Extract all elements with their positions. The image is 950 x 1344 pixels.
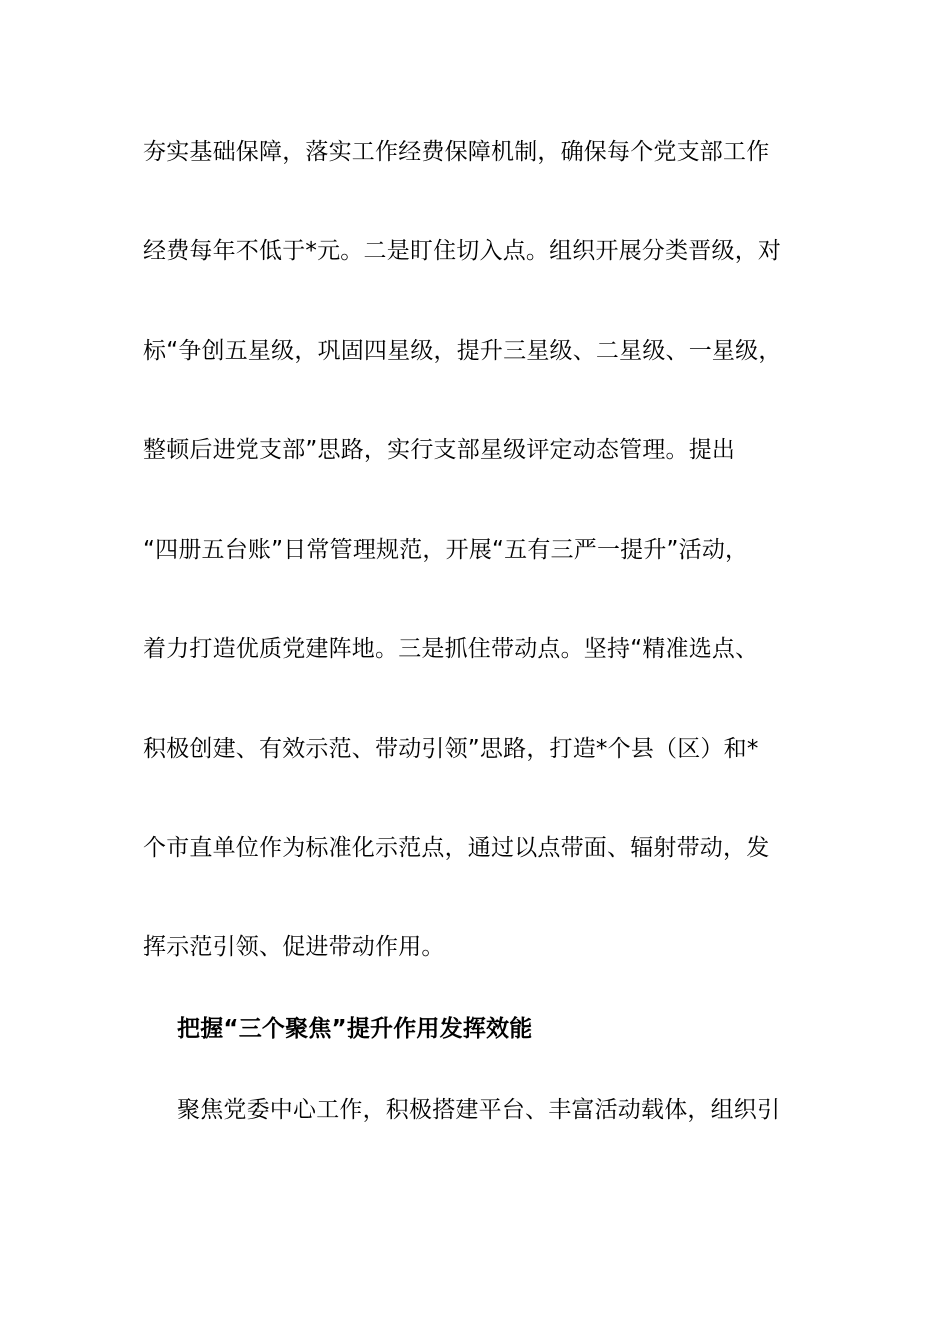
paragraph-line-2: 经费每年不低于*元。二是盯住切入点。组织开展分类晋级，对 [143,238,782,264]
paragraph-line-9: 挥示范引领、促进带动作用。 [143,934,445,960]
paragraph-line-3: 标“争创五星级，巩固四星级，提升三星级、二星级、一星级， [143,338,782,364]
paragraph-line-5: “四册五台账”日常管理规范，开展“五有三严一提升”活动， [143,537,749,563]
next-paragraph-line: 聚焦党委中心工作，积极搭建平台、丰富活动载体，组织引 [177,1097,781,1123]
paragraph-line-7: 积极创建、有效示范、带动引领”思路，打造*个县（区）和* [143,736,759,762]
paragraph-line-6: 着力打造优质党建阵地。三是抓住带动点。坚持“精准选点、 [143,636,759,662]
section-heading: 把握“三个聚焦”提升作用发挥效能 [177,1016,533,1042]
paragraph-line-4: 整顿后进党支部”思路，实行支部星级评定动态管理。提出 [143,437,736,463]
paragraph-line-1: 夯实基础保障，落实工作经费保障机制，确保每个党支部工作 [143,139,770,165]
paragraph-line-8: 个市直单位作为标准化示范点，通过以点带面、辐射带动，发 [143,835,770,861]
